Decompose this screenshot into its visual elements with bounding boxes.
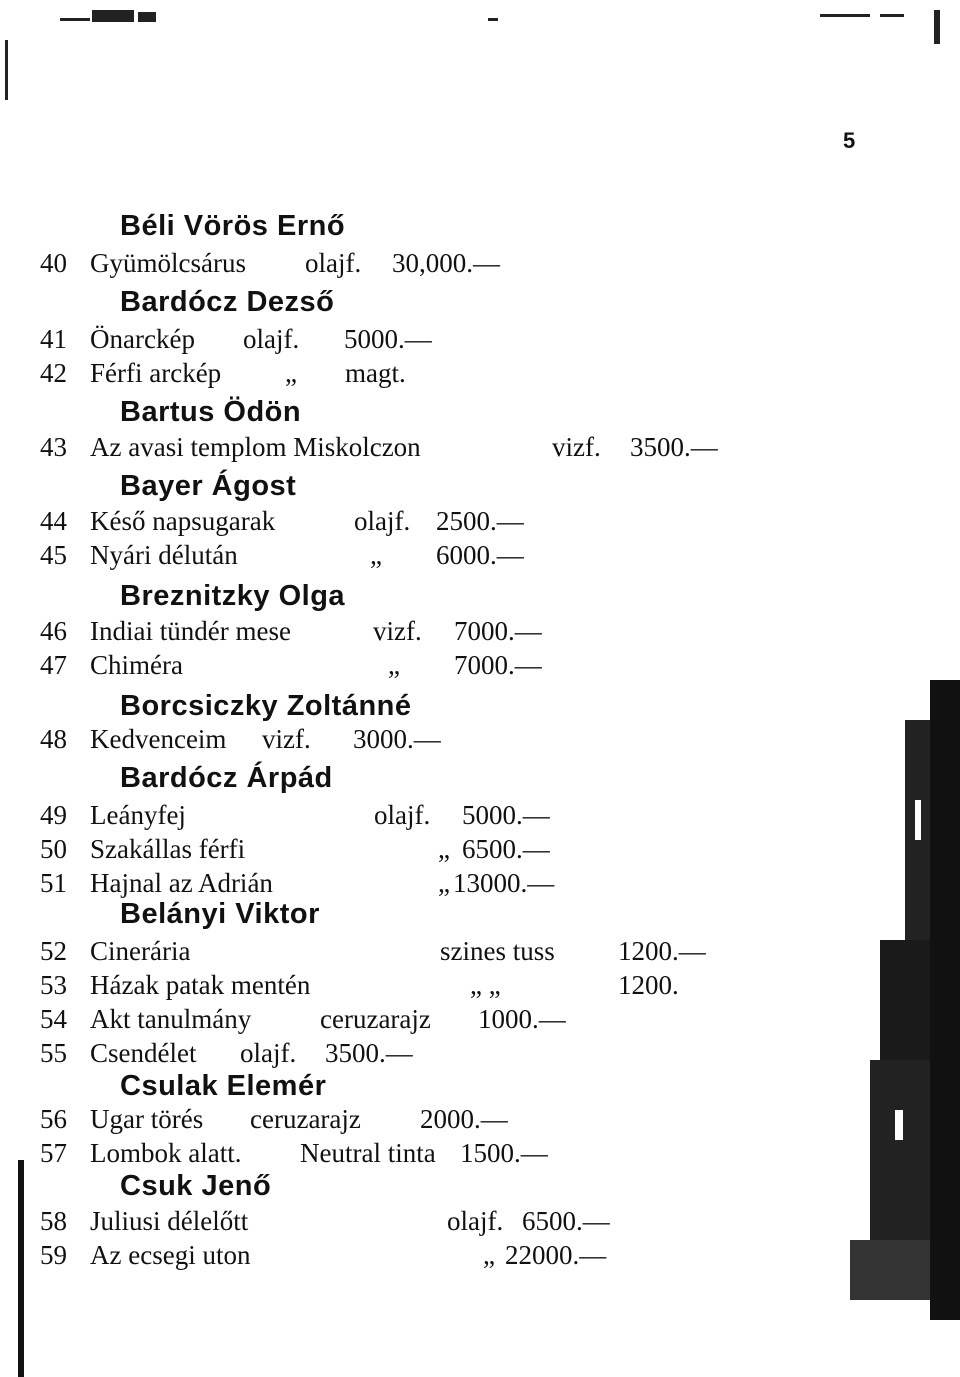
entry-title: Cinerária (90, 936, 191, 966)
entry-price: 1000.— (478, 1004, 566, 1034)
entry-price: 7000.— (454, 650, 542, 680)
entry-medium: Neutral tinta (300, 1138, 436, 1168)
artist-name: Borcsiczky Zoltánné (120, 690, 412, 722)
artist-name: Bayer Ágost (120, 470, 297, 502)
entry-number: 59 (40, 1240, 67, 1270)
entry-price: 1500.— (460, 1138, 548, 1168)
entry-title: Házak patak mentén (90, 970, 311, 1000)
entry-title: Indiai tündér mese (90, 616, 291, 646)
artist-name: Bartus Ödön (120, 396, 302, 428)
scan-header-marks (0, 0, 960, 40)
entry-title: Kedvenceim (90, 724, 227, 754)
entry-number: 43 (40, 432, 67, 462)
artist-name: Bardócz Dezső (120, 286, 335, 318)
entry-number: 47 (40, 650, 67, 680)
entry-medium: olajf. (305, 248, 362, 278)
entry-medium: ceruzarajz (320, 1004, 431, 1034)
entry-title: Ugar törés (90, 1104, 204, 1134)
entry-title: Szakállas férfi (90, 834, 246, 864)
entry-number: 57 (40, 1138, 67, 1168)
entry-medium: vizf. (552, 432, 601, 462)
entry-medium: ceruzarajz (250, 1104, 361, 1134)
entry-price: 3500.— (325, 1038, 413, 1068)
entry-price: 1200. (618, 970, 679, 1000)
entry-number: 53 (40, 970, 67, 1000)
scan-edge-noise (810, 680, 960, 1320)
entry-medium: olajf. (240, 1038, 297, 1068)
entry-number: 45 (40, 540, 67, 570)
entry-price: 2500.— (436, 506, 524, 536)
entry-number: 40 (40, 248, 67, 278)
entry-price: 7000.— (454, 616, 542, 646)
page-number: 5 (843, 128, 856, 153)
artist-name: Csulak Elemér (120, 1070, 327, 1102)
entry-number: 44 (40, 506, 67, 536)
entry-number: 50 (40, 834, 67, 864)
entry-price: 6500.— (522, 1206, 610, 1236)
artist-name: Breznitzky Olga (120, 580, 346, 612)
entry-price: 6000.— (436, 540, 524, 570)
entry-title: Az ecsegi uton (90, 1240, 251, 1270)
entry-title: Chiméra (90, 650, 183, 680)
artist-name: Bardócz Árpád (120, 762, 333, 794)
entry-number: 55 (40, 1038, 67, 1068)
entry-title: Lombok alatt. (90, 1138, 242, 1168)
entry-medium: „ (388, 650, 400, 680)
entry-medium: „ „ (470, 970, 501, 1000)
entry-number: 49 (40, 800, 67, 830)
entry-medium: „ (483, 1240, 495, 1270)
entry-title: Akt tanulmány (90, 1004, 252, 1034)
entry-medium: olajf. (354, 506, 411, 536)
entry-price: 6500.— (462, 834, 550, 864)
entry-title: Hajnal az Adrián (90, 868, 273, 898)
entry-price: 30,000.— (392, 248, 500, 278)
entry-price: 3000.— (353, 724, 441, 754)
entry-title: Az avasi templom Miskolczon (90, 432, 421, 462)
entry-title: Nyári délután (90, 540, 238, 570)
entry-title: Leányfej (90, 800, 186, 830)
entry-title: Késő napsugarak (90, 506, 276, 536)
entry-price: 22000.— (505, 1240, 607, 1270)
entry-number: 48 (40, 724, 67, 754)
entry-medium: „ (285, 358, 297, 388)
entry-price: 3500.— (630, 432, 718, 462)
entry-number: 56 (40, 1104, 67, 1134)
entry-title: Férfi arckép (90, 358, 222, 388)
artist-name: Belányi Viktor (120, 898, 320, 930)
entry-number: 54 (40, 1004, 67, 1034)
entry-number: 41 (40, 324, 67, 354)
entry-number: 51 (40, 868, 67, 898)
entry-price: magt. (345, 358, 406, 388)
entry-price: 2000.— (420, 1104, 508, 1134)
scan-left-rule (18, 1160, 24, 1377)
entry-number: 42 (40, 358, 67, 388)
entry-medium: vizf. (262, 724, 311, 754)
entry-number: 58 (40, 1206, 67, 1236)
entry-medium: olajf. (447, 1206, 504, 1236)
entry-medium: „ (438, 868, 450, 898)
entry-number: 52 (40, 936, 67, 966)
entry-title: Juliusi délelőtt (90, 1206, 249, 1236)
artist-name: Béli Vörös Ernő (120, 210, 346, 242)
entry-medium: vizf. (373, 616, 422, 646)
entry-title: Gyümölcsárus (90, 248, 246, 278)
entry-title: Csendélet (90, 1038, 197, 1068)
entry-price: 13000.— (453, 868, 555, 898)
entry-medium: olajf. (243, 324, 300, 354)
entry-medium: „ (438, 834, 450, 864)
entry-medium: „ (370, 540, 382, 570)
entry-title: Önarckép (90, 324, 195, 354)
artist-name: Csuk Jenő (120, 1170, 272, 1202)
entry-price: 5000.— (344, 324, 432, 354)
entry-medium: szines tuss (440, 936, 555, 966)
entry-medium: olajf. (374, 800, 431, 830)
entry-price: 5000.— (462, 800, 550, 830)
entry-price: 1200.— (618, 936, 706, 966)
entry-number: 46 (40, 616, 67, 646)
